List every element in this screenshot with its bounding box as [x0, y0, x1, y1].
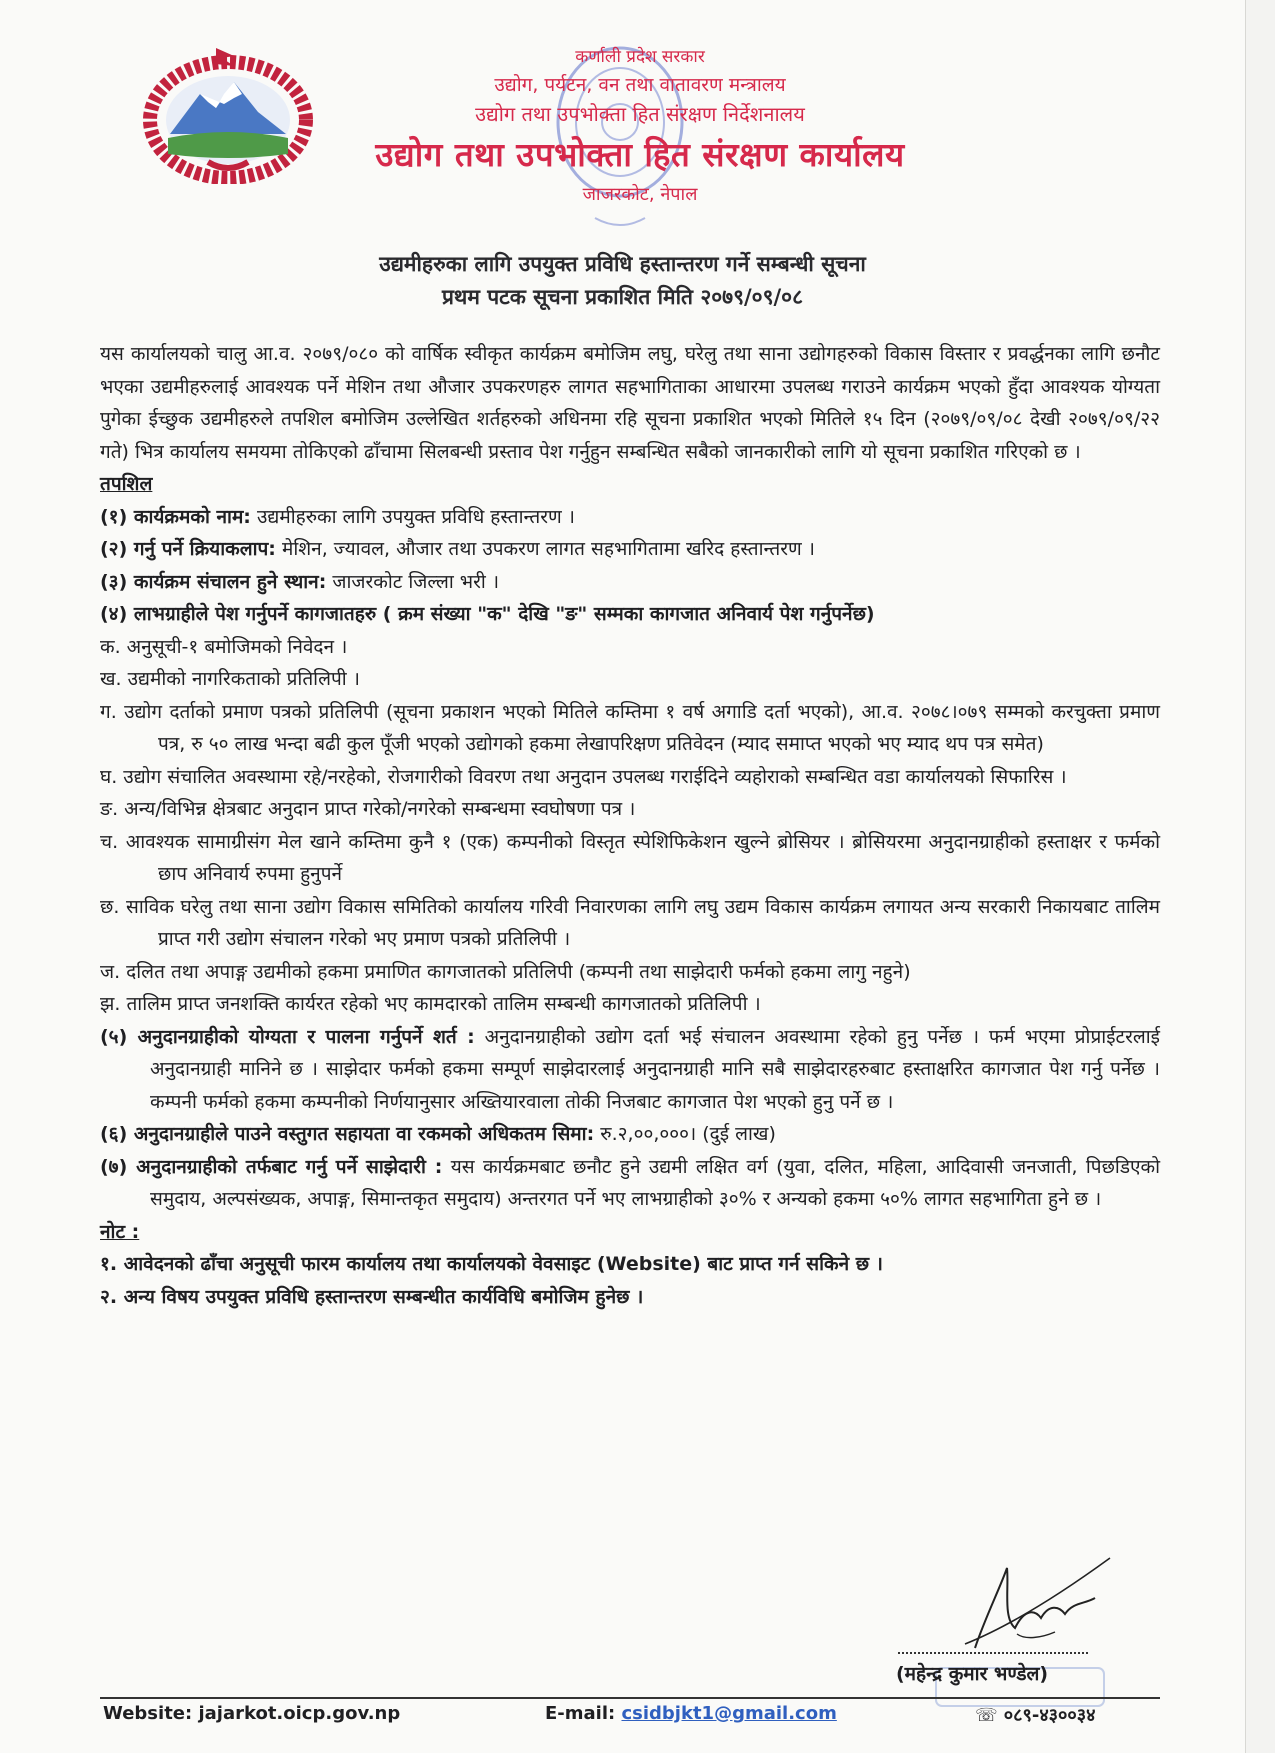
intro-paragraph: यस कार्यालयको चालु आ.व. २०७९/०८० को वार्षिक स्वीकृत कार्यक्रम बमोजिम लघु, घरेलु तथा साना उद्योगहरुको विकास विस्तार र प्रवर्द्धनका लागि छनौट भएका उद्यमीहरुलाई आवश्यक पर्ने मेशिन तथा औजार उपकरणहरु लागत सहभागिताका आधारमा उपलब्ध गराउने कार्यक्रम भएको हुँदा आवश्यक योग्यता पुगेका ईच्छुक उद्यमीहरुले तपशिल बमोजिम उल्लेखित शर्तहरुको अधिनमा रहि सूचना प्रकाशित भएको मितिले १५ दिन (२०७९/०९/०८ देखी २०७९/०९/२२ गते) भित्र कार्यालय समयमा तोकिएको ढाँचामा सिलबन्धी प्रस्ताव पेश गर्नुहुन सम्बन्धित सबैको जानकारीको लागि यो सूचना प्रकाशित गरिएको छ । [100, 343, 1160, 463]
doc-item: झ. तालिम प्राप्त जनशक्ति कार्यरत रहेको भए कामदारको तालिम सम्बन्धी कागजातको प्रतिलिपी । [100, 993, 761, 1015]
item-5-text: अनुदानग्राहीको उद्योग दर्ता भई संचालन अवस्थामा रहेको हुनु पर्नेछ । फर्म भएमा प्रोप्राईटरलाई अनुदानग्राही मानिने छ । साझेदार फर्मको हकमा सम्पूर्ण साझेदारलाई अनुदानग्राही मानि सबै साझेदारहरुबाट हस्ताक्षरित कागजात पेश गर्नु पर्नेछ । कम्पनी फर्मको हकमा कम्पनीको निर्णयानुसार अख्तियारवाला तोकी निजबाट कागजात पेश भएको हुनु पर्ने छ । [150, 1025, 1161, 1113]
footer-website: Website: jajarkot.oicp.gov.np [103, 1703, 401, 1724]
letterhead-ministry: उद्योग, पर्यटन, वन तथा वातावरण मन्त्रालय [494, 74, 786, 96]
item-5-label: (५) अनुदानग्राहीको योग्यता र पालना गर्नुपर्ने शर्त : [100, 1025, 475, 1048]
item-4 [100, 598, 1160, 631]
item-7-text: यस कार्यक्रमबाट छनौट हुने उद्यमी लक्षित वर्ग (युवा, दलित, महिला, आदिवासी जनजाती, पिछडिएको समुदाय, अल्पसंख्यक, अपाङ्ग, सिमान्तकृत समुदाय) अन्तरगत पर्ने भए लाभग्राहीको ३०% र अन्यको हकमा ५०% लागत सहभागिता हुने छ । [150, 1155, 1161, 1210]
item-6 [100, 1118, 1160, 1151]
letterhead-directorate: उद्योग तथा उपभोक्ता हित संरक्षण निर्देशनालय [475, 102, 805, 126]
section-heading: तपशिल [100, 473, 153, 495]
note-item: २. अन्य विषय उपयुक्त प्रविधि हस्तान्तरण सम्बन्धीत कार्यविधि बमोजिम हुनेछ । [100, 1285, 644, 1308]
footer-divider [100, 1697, 1160, 1699]
item-1-text: उद्यमीहरुका लागि उपयुक्त प्रविधि हस्तान्तरण । [250, 505, 575, 528]
item-2 [100, 533, 1160, 566]
signature-icon [945, 1548, 1115, 1658]
letterhead [330, 40, 950, 206]
doc-item: क. अनुसूची-१ बमोजिमको निवेदन । [100, 635, 348, 658]
footer-phone: ☏ ०८९-४३००३४ [975, 1705, 1096, 1726]
doc-item: ख. उद्यमीको नागरिकताको प्रतिलिपी । [100, 668, 360, 690]
doc-item: ग. उद्योग दर्ताको प्रमाण पत्रको प्रतिलिपी (सूचना प्रकाशन भएको मितिले कम्तिमा १ वर्ष अगाडि दर्ता भएको), आ.व. २०७८।०७९ सम्मको करचुक्ता प्रमाण पत्र, रु ५० लाख भन्दा बढी कुल पूँजी भएको उद्योगको हकमा लेखापरिक्षण प्रतिवेदन (म्याद समाप्त भएको भए म्याद थप पत्र समेत) [100, 700, 1160, 755]
letterhead-location: जाजरकोट, नेपाल [582, 184, 698, 205]
item-6-text: रु.२,००,०००। (दुई लाख) [594, 1123, 776, 1145]
item-2-label: (२) गर्नु पर्ने क्रियाकलाप: [100, 538, 276, 560]
footer-email [545, 1703, 837, 1724]
doc-item: ज. दलित तथा अपाङ्ग उद्यमीको हकमा प्रमाणित कागजातको प्रतिलिपी (कम्पनी तथा साझेदारी फर्मको हकमा लागु नहुने) [100, 960, 911, 983]
item-1 [100, 501, 1160, 534]
signatory-name: (महेन्द्र कुमार भण्डेल) [896, 1663, 1049, 1685]
email-link[interactable]: csidbjkt1@gmail.com [621, 1703, 837, 1724]
item-3-label: (३) कार्यक्रम संचालन हुने स्थान: [100, 570, 327, 593]
item-2-text: मेशिन, ज्यावल, औजार तथा उपकरण लागत सहभागितामा खरिद हस्तान्तरण । [275, 538, 815, 560]
letterhead-office: उद्योग तथा उपभोक्ता हित संरक्षण कार्यालय [375, 135, 905, 174]
footer-email-label: E-mail: [545, 1703, 622, 1724]
notice-title: उद्यमीहरुका लागि उपयुक्त प्रविधि हस्तान्तरण गर्ने सम्बन्धी सूचना [379, 252, 866, 276]
item-5 [100, 1021, 1160, 1119]
note-item: १. आवेदनको ढाँचा अनुसूची फारम कार्यालय तथा कार्यालयको वेवसाइट (Website) बाट प्राप्त गर्न सकिने छ । [100, 1253, 883, 1275]
letterhead-govt: कर्णाली प्रदेश सरकार [575, 47, 705, 67]
signature-line [898, 1652, 1088, 1654]
item-3 [100, 566, 1160, 599]
notice-date-line: प्रथम पटक सूचना प्रकाशित मिति २०७९/०९/०८ [441, 285, 804, 309]
nepal-emblem-icon [138, 42, 318, 184]
item-3-text: जाजरकोट जिल्ला भरी । [326, 570, 500, 593]
item-7 [100, 1151, 1160, 1216]
item-1-label: (१) कार्यक्रमको नाम: [100, 505, 251, 528]
doc-item: छ. साविक घरेलु तथा साना उद्योग विकास समितिको कार्यालय गरिवी निवारणका लागि लघु उद्यम विकास कार्यक्रम लगायत अन्य सरकारी निकायबाट तालिम प्राप्त गरी उद्योग संचालन गरेको भए प्रमाण पत्रको प्रतिलिपी । [100, 895, 1160, 950]
note-heading: नोट : [100, 1220, 140, 1243]
doc-item: च. आवश्यक सामाग्रीसंग मेल खाने कम्तिमा कुनै १ (एक) कम्पनीको विस्तृत स्पेशिफिकेशन खुल्ने ब्रोसियर । ब्रोसियरमा अनुदानग्राहीको हस्ताक्षर र फर्मको छाप अनिवार्य रुपमा हुनुपर्ने [100, 830, 1160, 885]
notice-body [100, 338, 1160, 1313]
item-6-label: (६) अनुदानग्राहीले पाउने वस्तुगत सहायता वा रकमको अधिकतम सिमा: [100, 1123, 595, 1145]
doc-item: घ. उद्योग संचालित अवस्थामा रहे/नरहेको, रोजगारीको विवरण तथा अनुदान उपलब्ध गराईदिने व्यहोराको सम्बन्धित वडा कार्यालयको सिफारिस । [100, 765, 1067, 788]
item-4-label: (४) लाभग्राहीले पेश गर्नुपर्ने कागजातहरु ( क्रम संख्या "क" देखि "ङ" सम्मका कागजात अनिवार्य पेश गर्नुपर्नेछ) [100, 603, 875, 625]
item-7-label: (७) अनुदानग्राहीको तर्फबाट गर्नु पर्ने साझेदारी : [100, 1155, 443, 1178]
doc-item: ङ. अन्य/विभिन्न क्षेत्रबाट अनुदान प्राप्त गरेको/नगरेको सम्बन्धमा स्वघोषणा पत्र । [100, 798, 636, 820]
